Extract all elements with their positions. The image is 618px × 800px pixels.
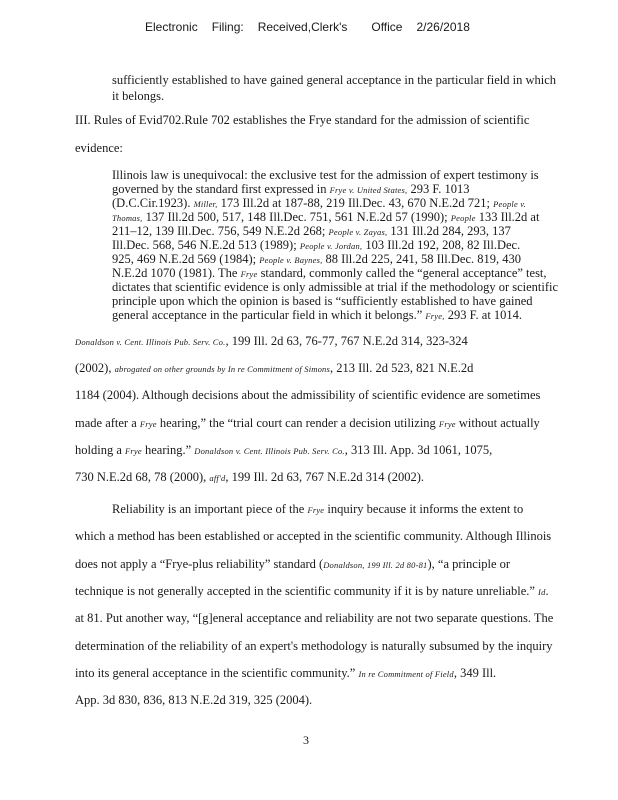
quote-text: 173 Ill.2d at 187-88, 219 Ill.Dec. 43, 670 N.E.2d 721; [220,196,490,210]
case-citation: Thomas, [112,213,143,223]
quote-text: 925, 469 N.E.2d 569 (1984); [112,252,257,266]
quote-text: 137 Ill.2d 500, 517, 148 Ill.Dec. 751, 561 N.E.2d 57 (1990); [145,210,448,224]
quote-line: sufficiently established to have gained general acceptance in the particular field in which [112,73,557,87]
body-line [75,360,605,377]
case-citation: People [450,213,476,223]
header-part: 2/26/2018 [416,20,470,34]
quote-text: 293 F. at 1014. [447,308,523,322]
case-citation: Frye [307,505,325,515]
body-text: hearing.” [144,443,192,457]
case-citation: People v. Baynes, [259,255,323,265]
quote-line: it belongs. [112,89,165,103]
case-citation: Miller, [193,199,218,209]
quote-line: Illinois law is unequivocal: the exclusive test for the admission of expert testimony is [112,168,539,182]
quote-line [112,307,582,324]
body-text: . [545,584,549,598]
case-citation: Donaldson v. Cent. Illinois Pub. Serv. Co. [194,446,345,456]
quote-text: 131 Ill.2d 284, 293, 137 [390,224,511,238]
body-line [75,665,605,682]
body-line: which a method has been established or accepted in the scientific community. Although Illinois [75,529,552,543]
body-line: at 81. Put another way, “[g]eneral acceptance and reliability are not two separate questions. The [75,611,554,625]
quote-text: general acceptance in the particular field in which it belongs.” [112,308,423,322]
case-citation: aff'd [209,473,226,483]
body-text: , 313 Ill. App. 3d 1061, 1075, [344,443,493,457]
header-part: Filing: [211,20,244,34]
body-text: technique is not generally accepted in the scientific community if it is by nature unreliable.” [75,584,535,598]
case-citation: Frye [438,419,456,429]
body-text: 730 N.E.2d 68, 78 (2000), [75,470,207,484]
case-citation: Donaldson, 199 Ill. 2d 80-81 [323,560,428,570]
body-text: made after a [75,416,137,430]
case-citation: People v. Jordan, [299,241,363,251]
case-citation: People v. Zayas, [328,227,388,237]
body-text: without actually [458,416,540,430]
body-text: Reliability is an important piece of the [112,502,305,516]
body-text: , 349 Ill. [453,666,497,680]
body-text: , 213 Ill. 2d 523, 821 N.E.2d [330,361,474,375]
body-line [75,333,605,350]
body-line [75,442,605,459]
body-line [75,556,605,573]
body-line [75,583,605,600]
quote-line: dictates that scientific evidence is only admissible at trial if the methodology or scientific [112,280,559,294]
body-line [75,469,605,486]
quote-text: N.E.2d 1070 (1981). The [112,266,238,280]
quote-text: 211–12, 139 Ill.Dec. 756, 549 N.E.2d 268; [112,224,326,238]
body-text: does not apply a “Frye-plus reliability” standard ( [75,557,324,571]
quote-text: Ill.Dec. 568, 546 N.E.2d 513 (1989); [112,238,297,252]
quote-text: standard, commonly called the “general acceptance” test, [260,266,547,280]
quote-text: (D.C.Cir.1923). [112,196,191,210]
case-citation: Donaldson v. Cent. Illinois Pub. Serv. Co. [75,337,226,347]
header-part: Received,Clerk's [257,20,348,34]
quote-text: governed by the standard first expressed in [112,182,327,196]
page-number: 3 [303,733,309,747]
body-text: , 199 Ill. 2d 63, 76-77, 767 N.E.2d 314, 323-324 [225,334,468,348]
case-citation: Frye [240,269,258,279]
section-heading: III. Rules of Evid702.Rule 702 establishes the Frye standard for the admission of scientific [75,113,530,127]
section-heading: evidence: [75,141,123,155]
efiling-header [145,20,475,34]
case-citation: abrogated on other grounds by In re Commitment of Simons [114,364,331,374]
case-citation: People v. [493,199,526,209]
body-line: 1184 (2004). Although decisions about the admissibility of scientific evidence are sometimes [75,388,541,402]
case-citation: Frye v. United States, [329,185,408,195]
case-citation: In re Commitment of Field [358,669,454,679]
case-citation: Frye [139,419,157,429]
case-citation: Frye, [425,311,445,321]
quote-text: 103 Ill.2d 192, 208, 82 Ill.Dec. [365,238,521,252]
body-text: ), “a principle or [427,557,511,571]
case-citation: Frye [125,446,142,456]
body-line: App. 3d 830, 836, 813 N.E.2d 319, 325 (2004). [75,693,313,707]
quote-line: principle upon which the opinion is based is “sufficiently established to have gained [112,294,533,308]
body-text: , 199 Ill. 2d 63, 767 N.E.2d 314 (2002). [225,470,425,484]
body-text: into its general acceptance in the scientific community.” [75,666,356,680]
case-citation: Id [538,587,546,597]
body-line [75,415,605,432]
body-line: determination of the reliability of an expert's methodology is naturally subsumed by the inquiry [75,639,553,653]
body-text: hearing,” the “trial court can render a decision utilizing [159,416,436,430]
body-line [112,501,602,518]
header-part: Electronic [145,20,198,34]
quote-text: 293 F. 1013 [410,182,470,196]
body-text: inquiry because it informs the extent to [327,502,524,516]
quote-text: 133 Ill.2d at [478,210,540,224]
header-part: Office [371,20,403,34]
body-text: holding a [75,443,122,457]
body-text: (2002), [75,361,112,375]
quote-text: 88 Ill.2d 225, 241, 58 Ill.Dec. 819, 430 [325,252,521,266]
